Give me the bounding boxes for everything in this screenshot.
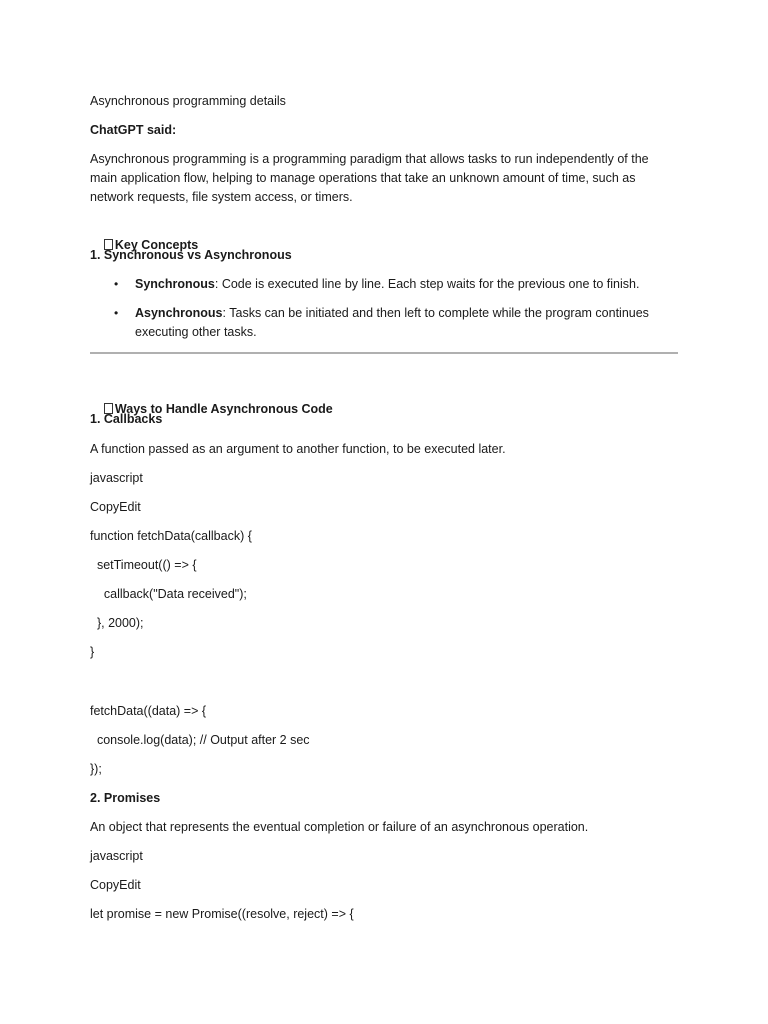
code-line: function fetchData(callback) { <box>90 529 252 543</box>
bullet-definition: : Code is executed line by line. Each step waits for the previous one to finish. <box>214 277 640 291</box>
intro-line-2: main application flow, helping to manage operations that take an unknown amount of time, such as <box>90 171 636 185</box>
code-language-label: javascript <box>90 849 143 863</box>
key-concepts-heading-text: Key Concepts <box>114 238 199 252</box>
code-line: let promise = new Promise((resolve, reject) => { <box>90 907 354 921</box>
code-line: console.log(data); // Output after 2 sec <box>90 733 310 747</box>
copy-edit-label: CopyEdit <box>90 500 141 514</box>
horizontal-divider <box>90 352 678 354</box>
code-line: }, 2000); <box>90 616 144 630</box>
bullet-item-synchronous <box>135 275 695 294</box>
intro-line-3: network requests, file system access, or timers. <box>90 190 353 204</box>
bullet-item-asynchronous <box>135 304 695 323</box>
bullet-term: Asynchronous <box>135 306 223 320</box>
promises-description: An object that represents the eventual completion or failure of an asynchronous operation. <box>90 820 589 834</box>
callbacks-description: A function passed as an argument to another function, to be executed later. <box>90 442 506 456</box>
code-line: }); <box>90 762 102 776</box>
bullet-definition-continued: executing other tasks. <box>135 325 257 339</box>
conversation-title: Asynchronous programming details <box>90 94 286 108</box>
code-line: setTimeout(() => { <box>90 558 197 572</box>
bullet-marker: • <box>114 277 119 291</box>
code-language-label: javascript <box>90 471 143 485</box>
copy-edit-label: CopyEdit <box>90 878 141 892</box>
speaker-label: ChatGPT said: <box>90 123 177 137</box>
code-line: callback("Data received"); <box>90 587 247 601</box>
code-line: } <box>90 645 95 659</box>
ways-heading-text: Ways to Handle Asynchronous Code <box>114 402 333 416</box>
intro-line-1: Asynchronous programming is a programming paradigm that allows tasks to run independently of the <box>90 152 649 166</box>
bullet-term: Synchronous <box>135 277 215 291</box>
code-line: fetchData((data) => { <box>90 704 207 718</box>
bullet-marker: • <box>114 306 119 320</box>
promises-heading: 2. Promises <box>90 791 161 805</box>
callbacks-heading: 1. Callbacks <box>90 412 163 426</box>
sync-vs-async-heading: 1. Synchronous vs Asynchronous <box>90 248 292 262</box>
bullet-definition: : Tasks can be initiated and then left to complete while the program continues <box>222 306 649 320</box>
